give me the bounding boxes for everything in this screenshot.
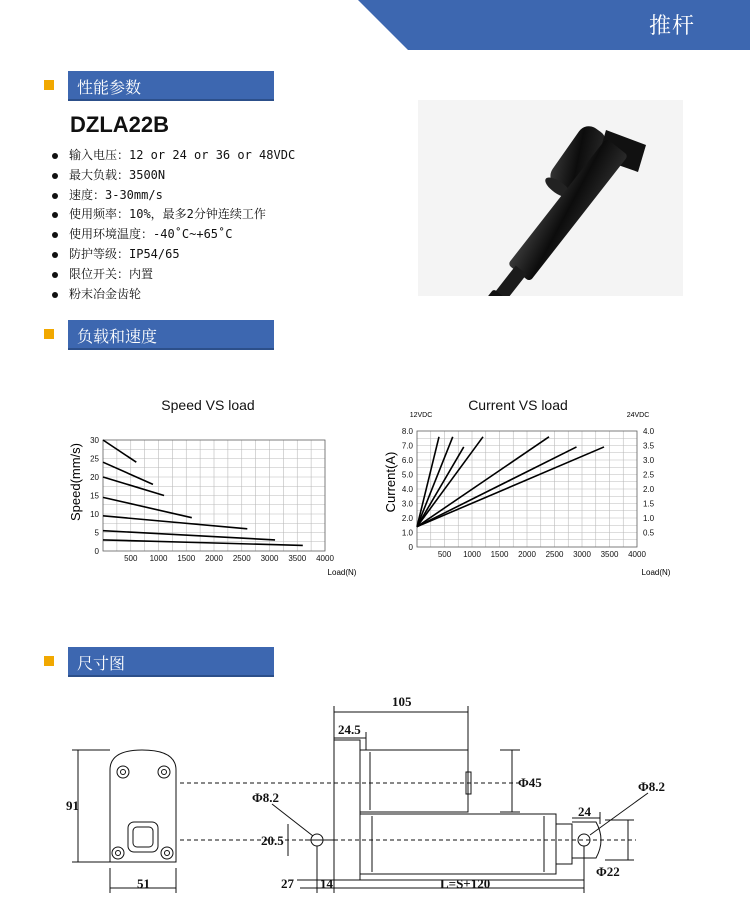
spec-item: 速度：3-30mm/s — [52, 186, 295, 206]
chart-title: Speed VS load — [161, 397, 255, 413]
linear-actuator-image — [418, 100, 683, 296]
section-bar — [68, 320, 274, 350]
spec-item: 输入电压：12 or 24 or 36 or 48VDC — [52, 146, 295, 166]
flange — [334, 740, 360, 880]
x-axis-label: Load(N) — [327, 568, 357, 577]
spec-item: 限位开关：内置 — [52, 265, 295, 285]
dim-phi22: Φ22 — [596, 864, 620, 879]
chart-series — [103, 440, 303, 545]
y-tick-label: 2.0 — [401, 514, 413, 523]
chart-title: Current VS load — [468, 397, 568, 413]
y-tick-label: 25 — [90, 454, 99, 464]
y-tick-label: 6.0 — [401, 456, 413, 465]
section-bar — [68, 71, 274, 101]
spec-list — [52, 146, 295, 304]
x-tick-label: 3500 — [288, 554, 307, 563]
y-tick-label: 5.0 — [401, 470, 413, 480]
y2-tick-label: 3.5 — [643, 441, 655, 451]
spec-item: 使用环境温度：-40˚C~+65˚C — [52, 225, 295, 245]
dimension-labels — [66, 694, 665, 891]
section-marker — [44, 329, 54, 339]
x-tick-label: 2000 — [518, 550, 536, 559]
series-line — [417, 447, 604, 527]
dim-length: L=S+120 — [440, 876, 491, 891]
x-tick-label: 3000 — [573, 550, 591, 559]
dim-51: 51 — [137, 876, 150, 891]
series-line — [103, 462, 153, 484]
x-tick-label: 500 — [124, 554, 138, 563]
x-tick-label: 4000 — [316, 554, 334, 563]
model-name: DZLA22B — [70, 112, 170, 137]
main-tube — [360, 814, 556, 874]
right-axis-title: 24VDC — [626, 412, 650, 419]
x-tick-label: 500 — [437, 550, 452, 559]
spec-item: 防护等级：IP54/65 — [52, 245, 295, 265]
page-title: 推杆 — [648, 14, 695, 39]
y-tick-label: 0 — [94, 547, 99, 556]
y-tick-label: 30 — [90, 436, 99, 445]
dimension-drawing — [0, 690, 750, 898]
chart-grid — [103, 440, 325, 551]
y2-tick-label: 3.0 — [643, 456, 655, 465]
section-title: 负载和速度 — [77, 327, 158, 346]
section-bar — [68, 647, 274, 677]
x-axis-label: Load(N) — [641, 568, 671, 577]
section-marker — [44, 80, 54, 90]
x-tick-label: 3500 — [600, 550, 619, 559]
dim-14: 14 — [320, 876, 333, 891]
y-tick-label: 5 — [94, 528, 99, 538]
x-tick-label: 1000 — [463, 550, 481, 559]
series-line — [103, 516, 247, 529]
dim-24-5: 24.5 — [338, 722, 361, 737]
y-tick-label: 7.0 — [401, 441, 413, 451]
spec-item: 最大负载：3500N — [52, 166, 295, 186]
y-tick-label: 10 — [90, 510, 99, 519]
series-line — [103, 540, 303, 546]
header-banner — [358, 0, 750, 50]
section-marker — [44, 656, 54, 666]
series-line — [103, 497, 192, 517]
y2-tick-label: 1.0 — [643, 514, 655, 523]
product-photo — [418, 100, 683, 296]
x-tick-label: 2500 — [545, 550, 564, 559]
chart-grid — [417, 431, 637, 547]
x-tick-label: 3000 — [260, 554, 279, 563]
y-tick-label: 8.0 — [401, 427, 413, 436]
series-line — [103, 440, 136, 462]
dim-27: 27 — [281, 876, 294, 891]
y-tick-label: 15 — [90, 491, 99, 501]
x-tick-label: 1500 — [490, 550, 509, 559]
speed-vs-load-chart — [60, 390, 380, 590]
y-axis-label: Current(A) — [383, 451, 398, 513]
motor-body — [360, 750, 468, 812]
y2-tick-label: 1.5 — [643, 499, 655, 509]
y-axis-label: Speed(mm/s) — [68, 442, 83, 522]
y-tick-label: 1.0 — [401, 528, 413, 538]
y-tick-label: 20 — [90, 473, 99, 482]
dim-phi45: Φ45 — [518, 775, 542, 790]
dim-20-5: 20.5 — [261, 833, 284, 848]
y-tick-label: 0 — [408, 543, 413, 552]
rod-end — [556, 824, 572, 864]
x-tick-label: 1500 — [177, 554, 196, 563]
spec-item: 粉末冶金齿轮 — [52, 285, 295, 305]
dim-phi8-2-right: Φ8.2 — [638, 779, 666, 794]
chart-ticks — [402, 427, 655, 559]
current-vs-load-chart — [380, 390, 720, 590]
y2-tick-label: 2.5 — [643, 470, 655, 480]
dim-phi8-2-left: Φ8.2 — [252, 790, 280, 805]
y-tick-label: 4.0 — [401, 485, 413, 494]
x-tick-label: 4000 — [628, 550, 646, 559]
dim-105: 105 — [392, 694, 412, 709]
section-title: 性能参数 — [77, 78, 142, 97]
y2-tick-label: 2.0 — [643, 485, 655, 494]
y-tick-label: 3.0 — [401, 499, 413, 509]
x-tick-label: 2000 — [205, 554, 223, 563]
y2-tick-label: 4.0 — [643, 427, 655, 436]
series-line — [103, 531, 275, 540]
y2-tick-label: 0.5 — [643, 528, 655, 538]
x-tick-label: 2500 — [232, 554, 251, 563]
dim-91: 91 — [66, 798, 79, 813]
spec-item: 使用频率：10%，最多2分钟连续工作 — [52, 205, 295, 225]
dim-24: 24 — [578, 804, 591, 819]
left-axis-title: 12VDC — [409, 412, 433, 419]
section-title: 尺寸图 — [77, 654, 126, 673]
x-tick-label: 1000 — [149, 554, 168, 563]
